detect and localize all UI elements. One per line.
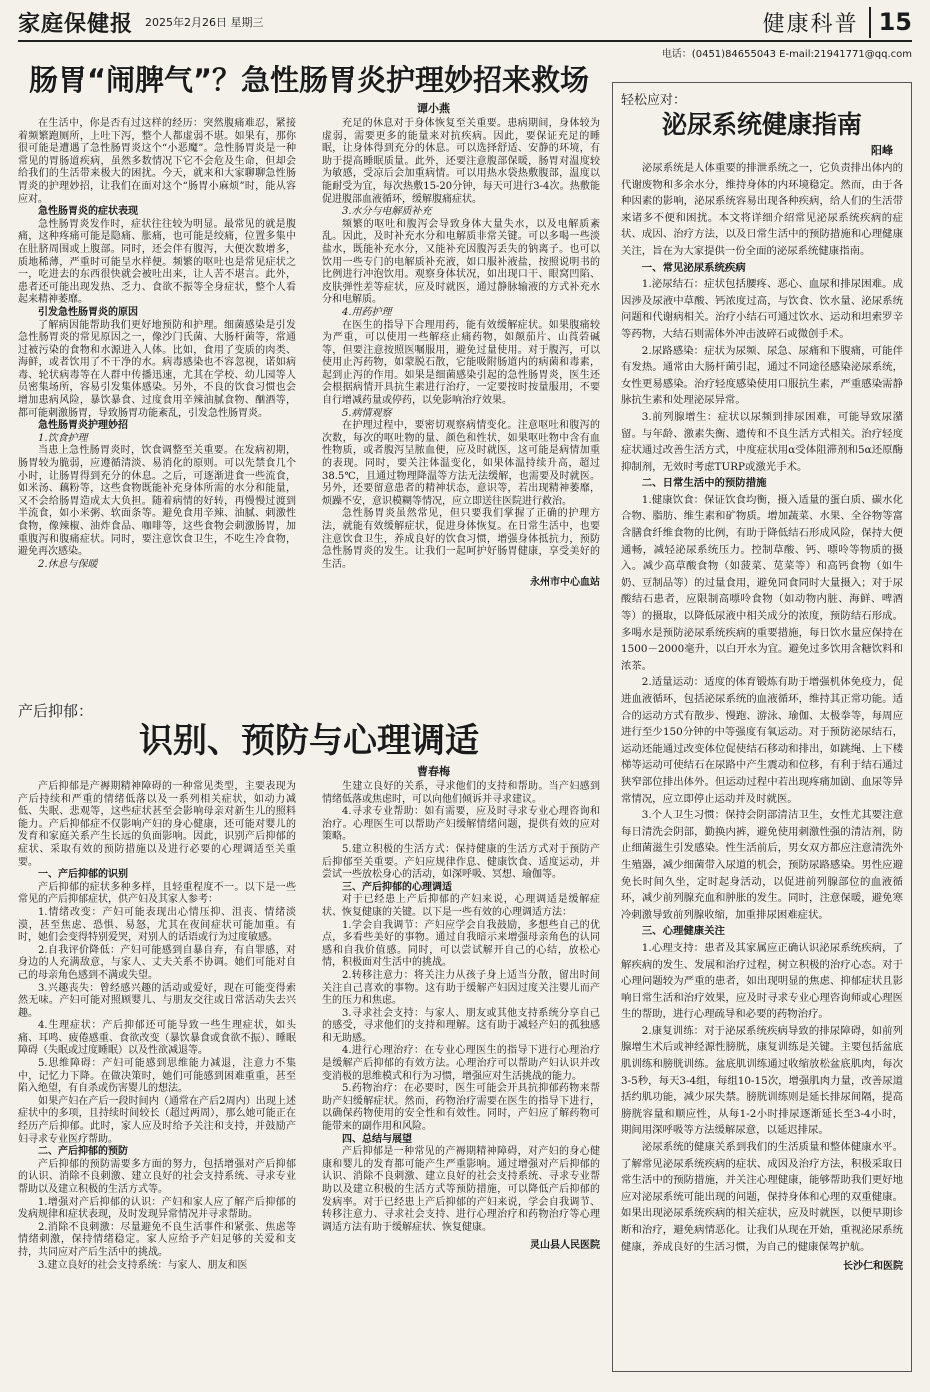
article-column	[322, 118, 600, 588]
sub-heading: 3.水分与电解质补充	[342, 206, 432, 218]
paragraph: 3.前列腺增生：症状以尿频到排尿困难，可能导致尿潴留。与年龄、激素失衡、遗传和不良生活方式相关。治疗轻度症状通过改善生活方式，中度症状用α受体阻滞剂和5α还原酶抑制剂，无效时考虑TURP或激光手术。	[621, 410, 903, 473]
paragraph: 生建立良好的关系，寻求他们的支持和帮助。当产妇感到情绪低落或焦虑时，可以向他们倾诉并寻求建议。	[322, 781, 600, 805]
contact-line: 电话：(0451)84655043 E-mail:21941771@qq.com	[661, 49, 912, 60]
paragraph: 对于已经患上产后抑郁的产妇来说，心理调适是缓解症状、恢复健康的关键。以下是一些有效的心理调适方法：	[322, 894, 600, 918]
section-heading: 一、常见泌尿系统疾病	[641, 261, 746, 274]
paragraph: 1.学会自我调节：产妇应学会自我鼓励，多想些自己的优点，多看些美好的事物。通过自我暗示来增强母亲角色的认同感和自我价值感。同时，可以尝试解开自己的心结，放松心情，积极面对生活中的挑战。	[322, 919, 600, 969]
issue-date: 2025年2月26日 星期三	[145, 16, 264, 29]
paragraph: 1.情绪改变：产妇可能表现出心情压抑、沮丧、情绪淡漠，甚至焦虑、恐惧、易怒，尤其在夜间症状可能加重。有时，她们会变得特别爱哭，对别人的话语或行为过度敏感。	[18, 906, 296, 944]
paragraph: 2.适量运动：适度的体育锻炼有助于增强机体免疫力，促进血液循环，包括泌尿系统的血液循环，维持其正常功能。适合的运动方式有散步、慢跑、游泳、瑜伽、太极拳等，每周应进行至少150分钟的中等强度有氧运动。对于预防泌尿结石，运动还能通过改变体位促使结石移动和排出，如跳绳、上下楼梯等运动可使结石在尿路中产生震动和位移，有利于结石通过狭窄部位排出体外。但运动过程中若出现疼痛加剧、血尿等异常情况，应立即停止运动并及时就医。	[621, 676, 903, 805]
paragraph: 了解病因能帮助我们更好地预防和护理。细菌感染是引发急性肠胃炎的常见原因之一，像沙门氏菌、大肠杆菌等，常通过被污染的食物和水源进入人体。比如，食用了变质的肉类、海鲜，或者饮用了不干净的水。病毒感染也不容忽视，诺如病毒、轮状病毒等在人群中传播迅速，尤其在学校、幼儿园等人员密集场所，容易引发集体感染。另外，不良的饮食习惯也会增加患病风险，暴饮暴食、过度食用辛辣油腻食物、酗酒等，都可能刺激肠胃，导致肠胃功能紊乱，引发急性肠胃炎。	[18, 319, 296, 419]
article-body	[621, 160, 903, 1255]
paragraph: 泌尿系统是人体重要的排泄系统之一，它负责排出体内的代谢废物和多余水分，维持身体的内环境稳定。然而，由于各种因素的影响，泌尿系统容易出现各种疾病，给人们的生活带来诸多不便和困扰。本文将详细介绍常见泌尿系统疾病的症状、成因、治疗方法，以及日常生活中的预防措施和心理健康关注，旨在为大家提供一份全面的泌尿系统健康指南。	[621, 162, 903, 257]
article-urinary-health	[612, 82, 912, 1372]
article-column	[322, 781, 600, 1272]
section-heading: 急性肠胃炎的症状表现	[38, 206, 138, 218]
paragraph: 当患上急性肠胃炎时，饮食调整至关重要。在发病初期，肠胃较为脆弱，应遵循清淡、易消化的原则。可以先禁食几个小时，让肠胃得到充分的休息。之后，可逐渐进食一些流食，如米汤、藕粉等，这些食物既能补充身体所需的水分和能量，又不会给肠胃造成太大负担。随着病情的好转，再慢慢过渡到半流食，如小米粥、软面条等。避免食用辛辣、油腻、刺激性食物，像辣椒、油炸食品、咖啡等，这些食物会刺激肠胃，加重腹泻和腹痛症状。同时，要注意饮食卫生，不吃生冷食物，避免再次感染。	[18, 445, 296, 558]
paragraph: 2.自我评价降低：产妇可能感到自暴自弃，有自罪感，对身边的人充满敌意，与家人、丈夫关系不协调。她们可能对自己的母亲角色感到不满或失望。	[18, 944, 296, 981]
paper-name: 家庭保健报	[18, 11, 134, 37]
paragraph: 4.生理症状：产后抑郁还可能导致一些生理症状，如头痛、耳鸣、疲倦感重、食欲改变（暴饮暴食或食欲不振）、睡眠障碍（失眠或过度睡眠）以及性欲减退等。	[18, 1020, 296, 1057]
paragraph: 泌尿系统的健康关系到我们的生活质量和整体健康水平。了解常见泌尿系统疾病的症状、成因及治疗方法，积极采取日常生活中的预防措施，并关注心理健康，能够帮助我们更好地应对泌尿系统可能出现的问题，保持身体和心理的双重健康。如果出现泌尿系统疾病的相关症状，应及时就医，以便早期诊断和治疗，避免病情恶化。让我们从现在开始，重视泌尿系统健康，养成良好的生活习惯，为自己的健康保驾护航。	[621, 1141, 903, 1253]
paragraph: 产后抑郁是产褥期精神障碍的一种常见类型，主要表现为产后持续和严重的情绪低落以及一系列相关症状，如动力减低、失眠、悲观等，这些症状甚至会影响母亲对新生儿的照料能力。产后抑郁症不仅影响产妇的身心健康，还可能对婴儿的发育和家庭关系产生长远的负面影响。因此，识别产后抑郁的症状、采取有效的预防措施以及进行必要的心理调适至关重要。	[18, 781, 296, 868]
paragraph: 急性肠胃炎虽然常见，但只要我们掌握了正确的护理方法，就能有效缓解症状，促进身体恢复。在日常生活中，也要注意饮食卫生，养成良好的饮食习惯，增强身体抵抗力，预防急性肠胃炎的发生。让我们一起呵护好肠胃健康，享受美好的生活。	[322, 508, 600, 570]
article-title: 识别、预防与心理调适	[139, 721, 479, 761]
article-author: 谭小燕	[417, 102, 450, 115]
article-gastroenteritis	[18, 60, 600, 680]
paragraph: 如果产妇在产后一段时间内（通常在产后2周内）出现上述症状中的多项，且持续时间较长（超过两周），那么她可能正在经历产后抑郁。此时，家人应及时给予关注和支持，并鼓励产妇寻求专业医疗帮助。	[18, 1095, 296, 1145]
paragraph: 3.兴趣丧失：曾经感兴趣的活动或爱好，现在可能变得索然无味。产妇可能对照顾婴儿、与朋友交往或日常活动失去兴趣。	[18, 982, 296, 1019]
section-heading: 引发急性肠胃炎的原因	[38, 306, 138, 318]
article-kicker: 轻松应对：	[621, 93, 687, 108]
paragraph: 4.进行心理治疗：在专业心理医生的指导下进行心理治疗是缓解产后抑郁的有效方法。心理治疗可以帮助产妇认识并改变消极的思维模式和行为习惯，增强应对生活挑战的能力。	[322, 1045, 600, 1082]
section-heading: 四、总结与展望	[342, 1133, 412, 1145]
paragraph: 在生活中，你是否有过这样的经历：突然腹痛难忍，紧接着频繁跑厕所，上吐下泻，整个人都虚弱不堪。如果有，那你很可能是遭遇了急性肠胃炎这个“小恶魔”。急性肠胃炎是一种常见的胃肠道疾病，虽然多数情况下它不会危及生命，但却会给我们的生活带来极大的困扰。今天，就来和大家聊聊急性肠胃炎的护理妙招，让我们在面对这个“肠胃小麻烦”时，能从容应对。	[18, 118, 296, 205]
paragraph: 产后抑郁的预防需要多方面的努力，包括增强对产后抑郁的认识、消除不良刺激、建立良好的社会支持系统、寻求专业帮助以及建立积极的生活方式等。	[18, 1158, 296, 1195]
page-number: 15	[878, 8, 912, 36]
sub-heading: 1.饮食护理	[38, 432, 88, 444]
article-kicker: 产后抑郁：	[18, 702, 94, 720]
article-author: 曹春梅	[417, 765, 450, 778]
paragraph: 在护理过程中，要密切观察病情变化。注意呕吐和腹泻的次数，每次的呕吐物的量、颜色和性状，如果呕吐物中含有血性物质，或者腹泻呈脓血便，应及时就医，这可能是病情加重的表现。同时，要关注体温变化，如果体温持续升高，超过38.5℃，且通过物理降温等方法无法缓解，也需要及时就医。另外，还要留意患者的精神状态，意识等，若出现精神萎靡，烦躁不安，意识模糊等情况，应立即送往医院进行救治。	[322, 420, 600, 507]
paragraph: 4.寻求专业帮助：如有需要，应及时寻求专业心理咨询和治疗。心理医生可以帮助产妇缓解情绪问题，提供有效的应对策略。	[322, 806, 600, 843]
paragraph: 充足的休息对于身体恢复至关重要。患病期间，身体较为虚弱，需要更多的能量来对抗疾病。因此，要保证充足的睡眠，让身体得到充分的休息。可以选择舒适、安静的环境，有助于提高睡眠质量。此外，还要注意腹部保暖，肠胃对温度较为敏感，受凉后会加重病情。可以用热水袋热敷腹部，温度以能耐受为宜，每次热敷15-20分钟，每天可进行3-4次。热敷能促进腹部血液循环，缓解腹痛症状。	[322, 118, 600, 205]
paragraph: 1.健康饮食：保证饮食均衡，摄入适量的蛋白质、碳水化合物、脂肪、维生素和矿物质。增加蔬菜、水果、全谷物等富含膳食纤维食物的比例，有助于降低结石形成风险，保持大便通畅，减轻泌尿系统压力。控制草酸、钙、嘌呤等物质的摄入。减少高草酸食物（如菠菜、苋菜等）和高钙食物（如牛奶、豆制品等）的过量食用，避免同食同时大量摄入；对于尿酸结石患者，应限制高嘌呤食物（如动物内脏、海鲜、啤酒等）的摄取，以降低尿液中相关成分的浓度，预防结石形成。多喝水是预防泌尿系统疾病的重要措施，每日饮水量应保持在1500－2000毫升，以白开水为宜。避免过多饮用含糖饮料和浓茶。	[621, 493, 903, 672]
article-title: 肠胃“闹脾气”？急性肠胃炎护理妙招来救场	[28, 63, 590, 97]
paragraph: 3.寻求社会支持：与家人、朋友或其他支持系统分享自己的感受，寻求他们的支持和理解。这有助于减轻产妇的孤独感和无助感。	[322, 1007, 600, 1044]
paragraph: 产后抑郁是一种常见的产褥期精神障碍，对产妇的身心健康和婴儿的发育都可能产生严重影响。通过增强对产后抑郁的认识、消除不良刺激、建立良好的社会支持系统、寻求专业帮助以及建立积极的生活方式等预防措施，可以降低产后抑郁的发病率。对于已经患上产后抑郁的产妇来说，学会自我调节、转移注意力、寻求社会支持、进行心理治疗和药物治疗等心理调适方法有助于缓解症状、恢复健康。	[322, 1146, 600, 1233]
paragraph: 2.尿路感染：症状为尿频、尿急、尿痛和下腹痛，可能伴有发热。通常由大肠杆菌引起，通过不同途径感染泌尿系统，女性更易感染。治疗轻度感染使用口服抗生素，严重感染需静脉抗生素和处理泌尿异常。	[621, 344, 903, 407]
sub-heading: 5.病情观察	[342, 407, 392, 419]
paragraph: 在医生的指导下合理用药，能有效缓解症状。如果腹痛较为严重，可以使用一些解痉止痛药物，如颠茄片、山莨菪碱等，但要注意按照医嘱服用，避免过量使用。对于腹泻，可以使用止泻药物，如蒙脱石散，它能吸附肠道内的病菌和毒素，起到止泻的作用。如果是细菌感染引起的急性肠胃炎，医生还会根据病情开具抗生素进行治疗，一定要按时按量服用，不要自行增减药量或停药，以免影响治疗效果。	[322, 319, 600, 407]
paragraph: 5.思维障碍：产妇可能感到思维能力减退，注意力不集中，记忆力下降。在做决策时，她们可能感到困难重重，甚至陷入绝望，有自杀或伤害婴儿的想法。	[18, 1058, 296, 1095]
paragraph: 3.个人卫生习惯：保持会阴部清洁卫生，女性尤其要注意每日清洗会阴部，勤换内裤，避免使用刺激性强的清洁剂，防止细菌滋生引发感染。性生活前后，男女双方都应注意清洗外生殖器，减少细菌带入尿道的机会，预防尿路感染。男性应避免长时间久坐，定时起身活动，以促进前列腺部位的血液循环，减少前列腺充血和肿胀的发生。同时，注意保暖，避免寒冷刺激导致前列腺收缩，加重排尿困难症状。	[621, 809, 903, 921]
paragraph: 5.建立积极的生活方式：保持健康的生活方式对于预防产后抑郁至关重要。产妇应规律作息、健康饮食、适度运动，并尝试一些放松身心的活动，如深呼吸、冥想、瑜伽等。	[322, 843, 600, 881]
sub-heading: 4.用药护理	[342, 306, 392, 318]
section-heading: 三、产后抑郁的心理调适	[342, 881, 452, 893]
article-author: 阳峰	[871, 144, 893, 157]
section-heading: 一、产后抑郁的识别	[38, 869, 128, 881]
paragraph: 2.消除不良刺激：尽量避免不良生活事件和紧张、焦虑等情绪刺激，保持情绪稳定。家人应给予产妇足够的关爱和支持，共同应对产后生活中的挑战。	[18, 1221, 296, 1258]
article-source: 永州市中心血站	[530, 577, 600, 589]
section-heading: 急性肠胃炎护理妙招	[38, 420, 128, 432]
paragraph: 2.转移注意力：将关注力从孩子身上适当分散，留出时间关注自己喜欢的事物。这有助于缓解产妇因过度关注婴儿而产生的压力和焦虑。	[322, 969, 600, 1007]
article-title: 泌尿系统健康指南	[661, 110, 862, 139]
paragraph: 2.康复训练：对于泌尿系统疾病导致的排尿障碍，如前列腺增生术后或神经源性膀胱，康复训练是关键。主要包括盆底肌训练和膀胱训练。盆底肌训练通过收缩放松盆底肌肉，每次3-5秒，每天3-4组，每组10-15次，增强肌肉力量，改善尿道括约肌功能，减少尿失禁。膀胱训练则是延长排尿间隔，提高膀胱容量和顺应性，从每1-2小时排尿逐渐延长至3-4小时，期间用深呼吸等方法缓解尿意，以延迟排尿。	[621, 1024, 903, 1137]
paragraph: 1.泌尿结石：症状包括腰疼、恶心、血尿和排尿困难。成因涉及尿液中草酸、钙浓度过高，与饮食、饮水量、泌尿系统问题和代谢病相关。治疗小结石可通过饮水、运动和坦索罗辛等药物，大结石则需体外冲击波碎石或微创手术。	[621, 278, 903, 340]
section-heading: 二、日常生活中的预防措施	[641, 477, 767, 490]
masthead	[18, 6, 912, 42]
section-name: 健康科普	[763, 7, 871, 38]
sub-heading: 2.休息与保暖	[38, 558, 98, 570]
article-postpartum-depression	[18, 700, 600, 1372]
paragraph: 急性肠胃炎发作时，症状往往较为明显。最常见的就是腹痛，这种疼痛可能是隐痛、胀痛，也可能是绞痛，位置多集中在肚脐周围或上腹部。同时，还会伴有腹泻，大便次数增多，质地稀薄，严重时可能呈水样便。频繁的呕吐也是常见症状之一，吃进去的东西很快就会被吐出来，让人苦不堪言。此外，患者还可能出现发热、乏力、食欲不振等全身症状，整个人看起来精神萎靡。	[18, 218, 296, 306]
paragraph: 5.药物治疗：在必要时，医生可能会开具抗抑郁药物来帮助产妇缓解症状。然而，药物治疗需要在医生的指导下进行，以确保药物使用的安全性和有效性。同时，产妇应了解药物可能带来的副作用和风险。	[322, 1083, 600, 1133]
section-heading: 三、心理健康关注	[641, 925, 725, 938]
paragraph: 1.增强对产后抑郁的认识：产妇和家人应了解产后抑郁的发病规律和症状表现，及时发现异常情况并寻求帮助。	[18, 1196, 296, 1221]
paragraph: 3.建立良好的社会支持系统：与家人、朋友和医	[38, 1259, 248, 1271]
article-source: 长沙仁和医院	[843, 1261, 903, 1273]
paragraph: 1.心理支持：患者及其家属应正确认识泌尿系统疾病，了解疾病的发生、发展和治疗过程，树立积极的治疗心态。对于心理问题较为严重的患者，如出现明显的焦虑、抑郁症状且影响日常生活和治疗效果，应及时寻求专业心理咨询师或心理医生的帮助，进行心理疏导和必要的药物治疗。	[621, 941, 903, 1021]
paragraph: 产后抑郁的症状多种多样，且轻重程度不一。以下是一些常见的产后抑郁症状，供产妇及其家人参考：	[18, 881, 296, 906]
section-heading: 二、产后抑郁的预防	[38, 1146, 128, 1158]
article-source: 灵山县人民医院	[530, 1240, 600, 1252]
paragraph: 频繁的呕吐和腹泻会导致身体大量失水，以及电解质紊乱。因此，及时补充水分和电解质非常关键。可以多喝一些淡盐水，既能补充水分，又能补充因腹泻丢失的钠离子。也可以饮用一些专门的电解质补充液，如口服补液盐，按照说明书的比例进行冲泡饮用。观察身体状况，如出现口干、眼窝凹陷、皮肤弹性差等症状，应及时就医，通过静脉输液的方式补充水分和电解质。	[322, 218, 600, 306]
article-column	[18, 118, 296, 588]
article-column	[18, 781, 296, 1272]
